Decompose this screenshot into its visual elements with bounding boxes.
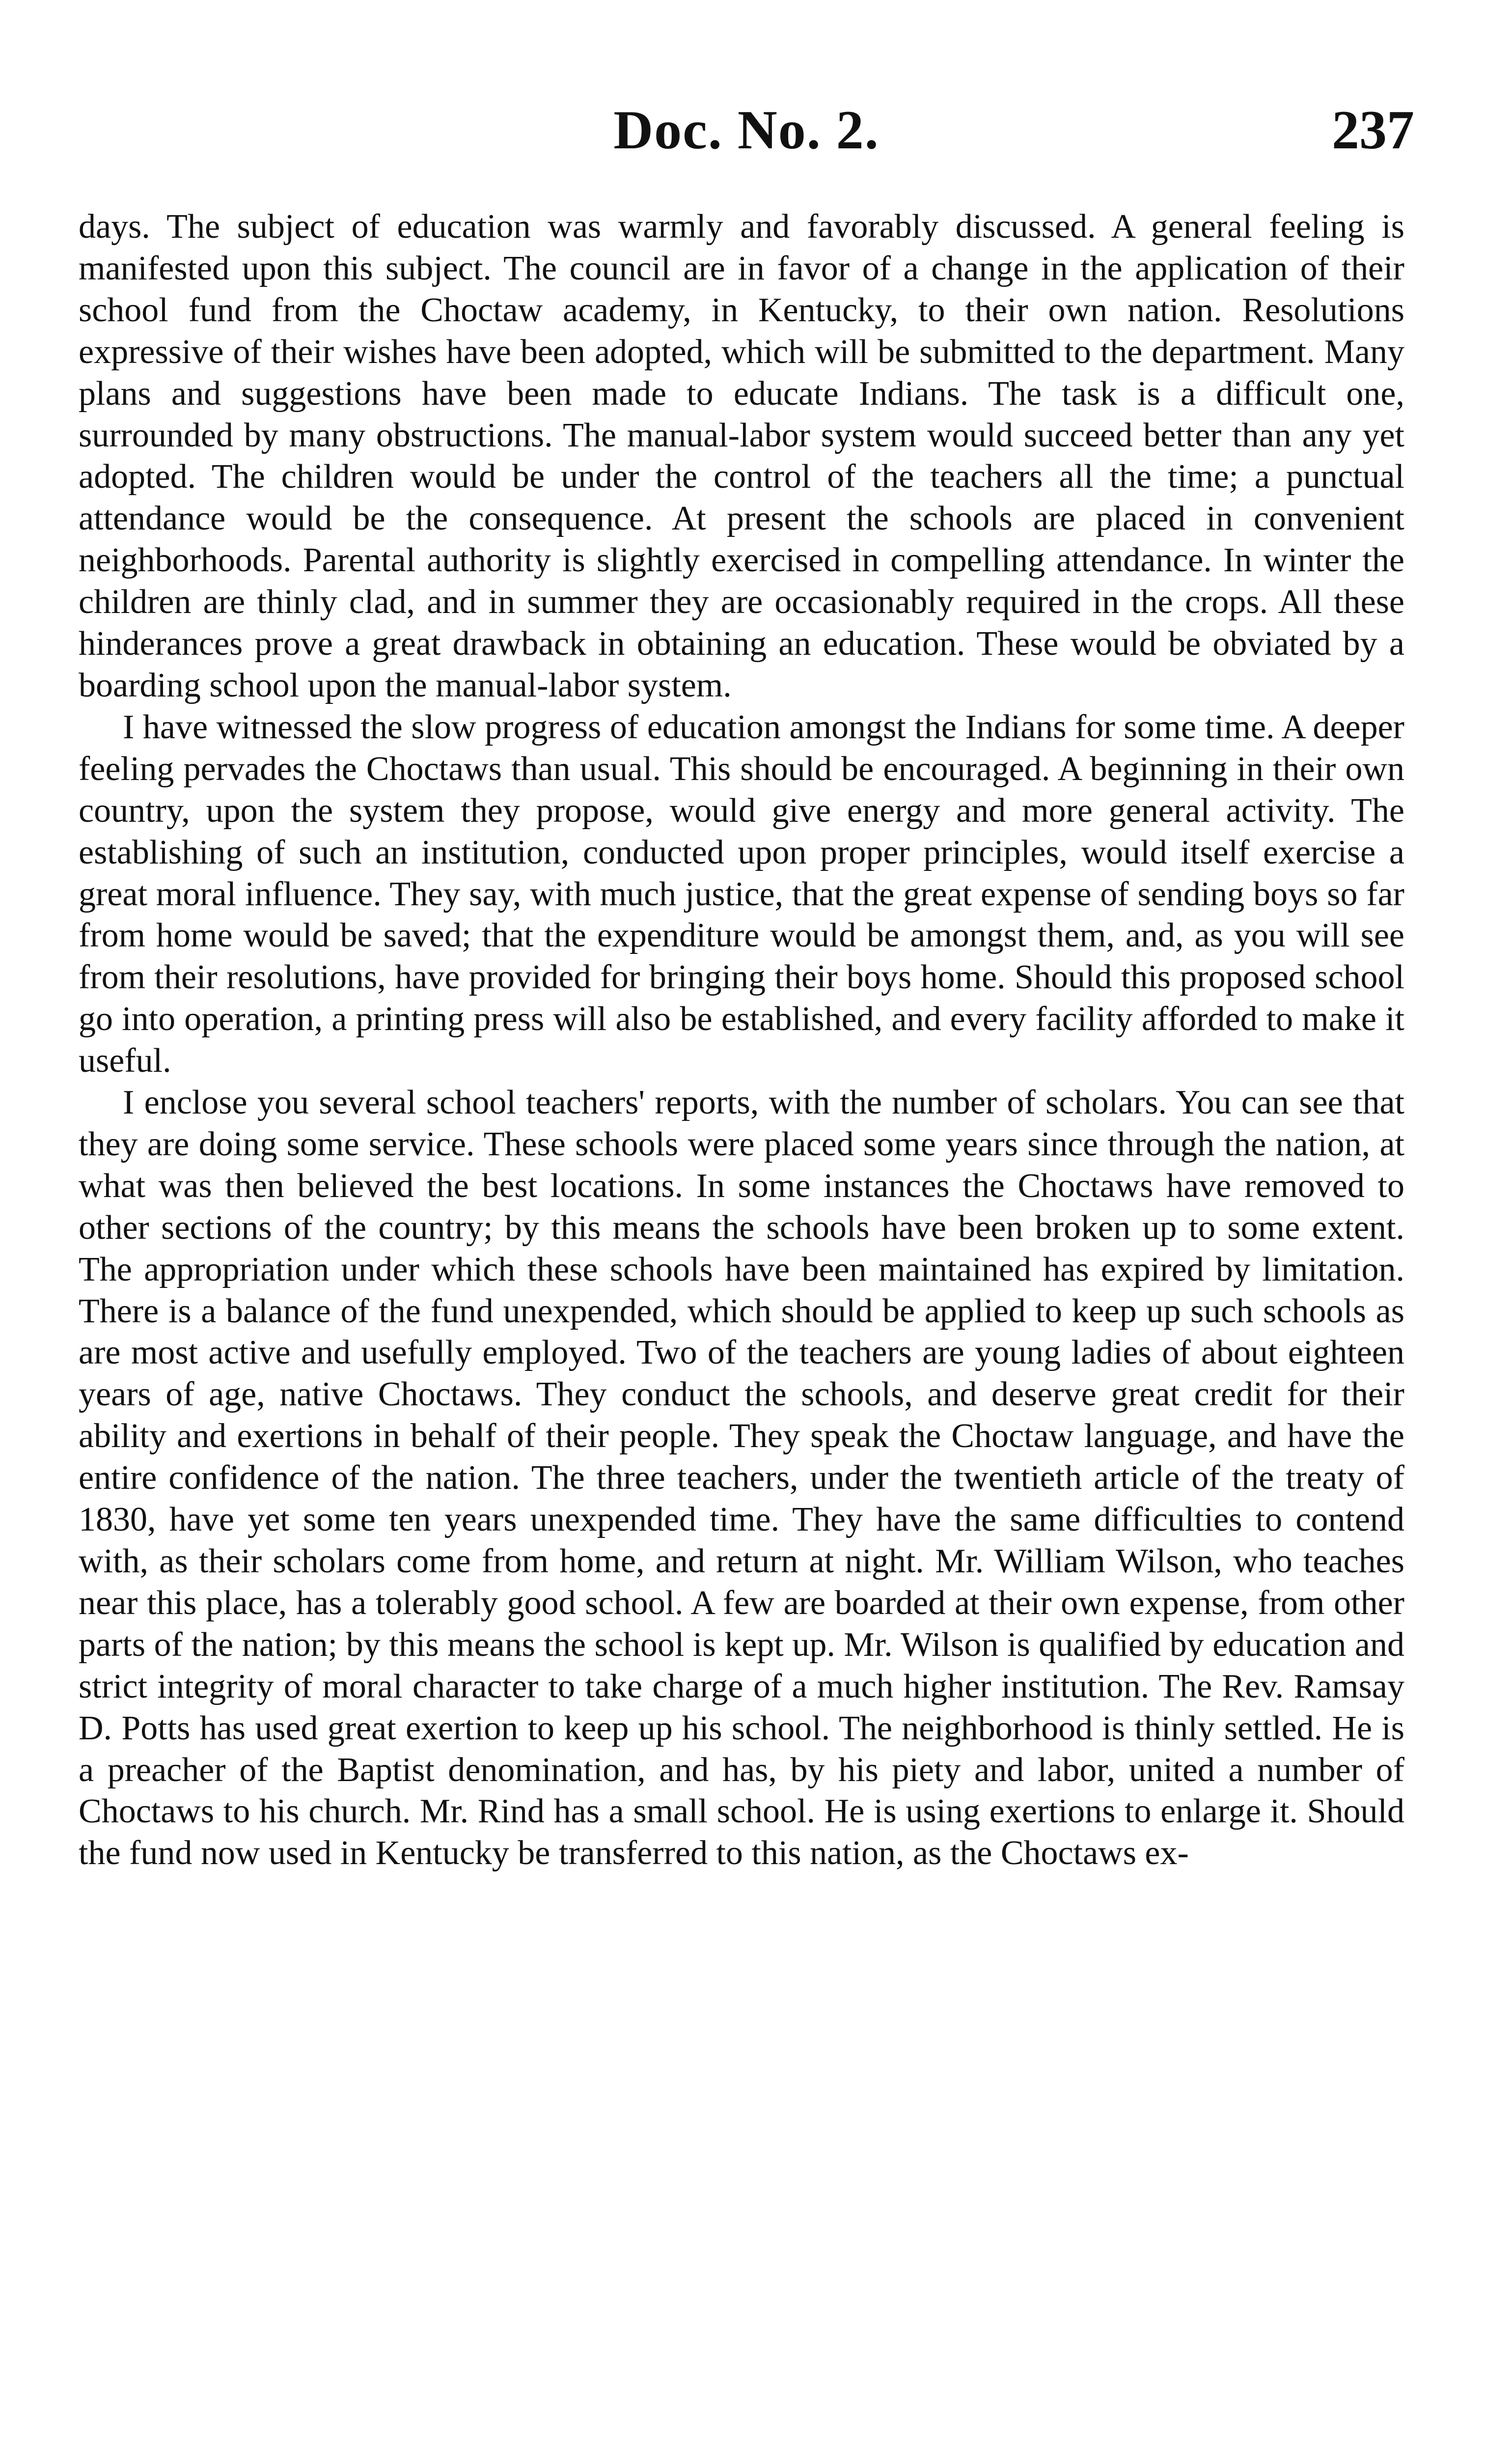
- paragraph: I enclose you several school teachers' reports, with the number of scholars. You can see that they are doing some service. These schools were placed some years since through the nation, at what was then believed the best locations. In some instances the Choctaws have removed to other sections of the country; by this means the schools have been broken up to some extent. The appropriation under which these schools have been maintained has expired by limitation. There is a balance of the fund unexpended, which should be applied to keep up such schools as are most active and usefully employed. Two of the teachers are young ladies of about eighteen years of age, native Choctaws. They conduct the schools, and deserve great credit for their ability and exertions in behalf of their people. They speak the Choctaw language, and have the entire confidence of the nation. The three teachers, under the twentieth article of the treaty of 1830, have yet some ten years unexpended time. They have the same difficulties to contend with, as their scholars come from home, and return at night. Mr. William Wilson, who teaches near this place, has a tolerably good school. A few are boarded at their own expense, from other parts of the nation; by this means the school is kept up. Mr. Wilson is qualified by education and strict integrity of moral character to take charge of a much higher institution. The Rev. Ramsay D. Potts has used great exertion to keep up his school. The neighborhood is thinly settled. He is a preacher of the Baptist denomination, and has, by his piety and labor, united a number of Choctaws to his church. Mr. Rind has a small school. He is using exertions to enlarge it. Should the fund now used in Kentucky be transferred to this nation, as the Choctaws ex-: [79, 1084, 1404, 1872]
- running-head: [79, 93, 1414, 167]
- document-title: Doc. No. 2.: [613, 100, 880, 161]
- paragraph: I have witnessed the slow progress of education amongst the Indians for some time. A deeper feeling pervades the Choctaws than usual. This should be encouraged. A beginning in their own country, upon the system they propose, would give energy and more general activity. The establishing of such an institution, conducted upon proper principles, would itself exercise a great moral influence. They say, with much justice, that the great expense of sending boys so far from home would be saved; that the expenditure would be amongst them, and, as you will see from their resolutions, have provided for bringing their boys home. Should this proposed school go into operation, a printing press will also be established, and every facility afforded to make it useful.: [79, 708, 1404, 1080]
- body-text: [79, 206, 1404, 1874]
- paragraph-continuation: days. The subject of education was warmly and favorably discussed. A general feeling is manifested upon this subject. The council are in favor of a change in the application of their school fund from the Choctaw academy, in Kentucky, to their own nation. Resolutions expressive of their wishes have been adopted, which will be submitted to the department. Many plans and suggestions have been made to educate Indians. The task is a difficult one, surrounded by many obstructions. The manual-labor system would succeed better than any yet adopted. The children would be under the control of the teachers all the time; a punctual attendance would be the consequence. At present the schools are placed in convenient neighborhoods. Parental authority is slightly exercised in compelling attendance. In winter the children are thinly clad, and in summer they are occasionably required in the crops. All these hinderances prove a great drawback in obtaining an education. These would be obviated by a boarding school upon the manual-labor system.: [79, 208, 1404, 704]
- page-number: 237: [1332, 100, 1414, 161]
